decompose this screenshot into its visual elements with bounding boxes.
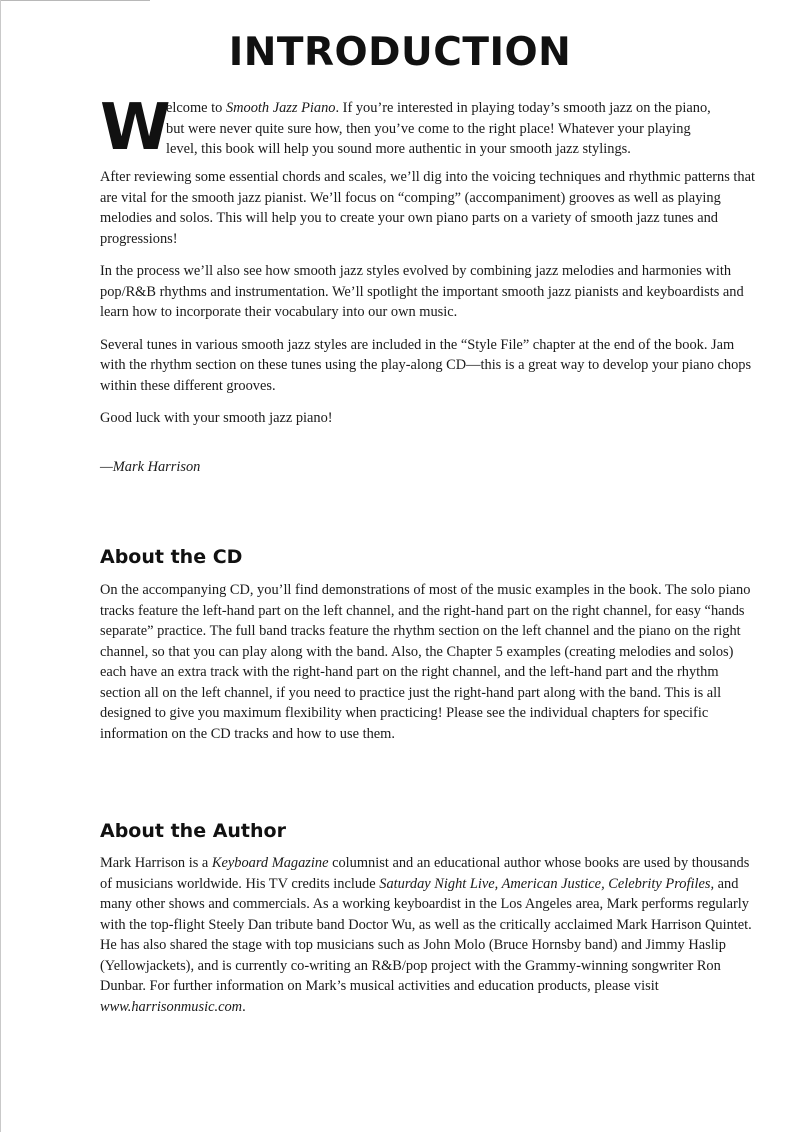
intro-paragraph: After reviewing some essential chords and scales, we’ll dig into the voicing techniques and rhythmic patterns that are vital for the smooth jazz pianist. We’ll focus on “comping” (accompaniment) grooves as well as playing melodies and solos. This will help you to create your own piano parts on a variety of smooth jazz tunes and progressions! bbox=[100, 169, 755, 247]
intro-lead-block bbox=[100, 91, 760, 165]
book-title: Smooth Jazz Piano bbox=[225, 100, 336, 116]
lead-line-3: level, this book will help you sound more authentic in your smooth jazz stylings. bbox=[166, 141, 631, 157]
scan-edge-top bbox=[0, 0, 150, 1]
author-signature: —Mark Harrison bbox=[100, 458, 201, 475]
about-cd-heading: About the CD bbox=[100, 546, 243, 568]
about-cd-section bbox=[100, 580, 760, 744]
website-link: www.harrisonmusic.com bbox=[100, 998, 243, 1015]
about-author-body: Mark Harrison is a Keyboard Magazine columnist and an educational author whose books are used by thousands of musicians worldwide. His TV credits include Saturday Night Live, American Justice, Celebrity Profiles, and many other shows and commercials. As a working keyboardist in the Los Angeles area, Mark performs regularly with the top-flight Steely Dan tribute band Doctor Wu, as well as the critically acclaimed Mark Harrison Quintet. He has also shared the stage with top musicians such as John Molo (Bruce Hornsby band) and Jimmy Haslip (Yellowjackets), and is currently co-writing an R&B/pop project with the Grammy-winning songwriter Ron Dunbar. For further information on Mark’s musical activities and education products, please visit www.harrisonmusic.com. bbox=[100, 855, 752, 1015]
about-author-heading: About the Author bbox=[100, 820, 286, 842]
intro-lead-text bbox=[166, 98, 760, 160]
scan-edge-left bbox=[0, 0, 1, 1132]
about-cd-body: On the accompanying CD, you’ll find demonstrations of most of the music examples in the book. The solo piano tracks feature the left-hand part on the left channel, and the right-hand part on the right channel, for easy “hands separate” practice. The full band tracks feature the rhythm section on the left channel and the piano on the right channel, so that you can play along with the band. Also, the Chapter 5 examples (creating melodies and solos) each have an extra track with the right-hand part on the right channel, and the left-hand part and the rhythm section all on the left channel, if you need to practice just the right-hand part along with the band. This is all designed to give you maximum flexibility when practicing! Please see the individual chapters for specific information on the CD tracks and how to use them. bbox=[100, 582, 751, 742]
tv-credits: Saturday Night Live, American Justice, Celebrity Profiles, bbox=[379, 875, 715, 892]
intro-paragraph: In the process we’ll also see how smooth jazz styles evolved by combining jazz melodies and harmonies with pop/R&B rhythms and instrumentation. We’ll spotlight the important smooth jazz pianists and keyboardists and learn how to incorporate their vocabulary into our own music. bbox=[100, 263, 744, 320]
introduction-section bbox=[100, 91, 760, 477]
about-author-section bbox=[100, 853, 760, 1017]
intro-paragraph: Good luck with your smooth jazz piano! bbox=[100, 410, 333, 426]
intro-paragraph: Several tunes in various smooth jazz styles are included in the “Style File” chapter at the end of the book. Jam with the rhythm section on these tunes using the play-along CD—this is a great way to develop your piano chops within these different grooves. bbox=[100, 336, 752, 394]
drop-cap: W bbox=[100, 91, 171, 165]
page-title: INTRODUCTION bbox=[228, 30, 572, 75]
lead-line-1: elcome to Smooth Jazz Piano. If you’re interested in playing today’s smooth jazz on the piano, bbox=[166, 100, 711, 116]
magazine-title: Keyboard Magazine bbox=[211, 855, 329, 871]
lead-line-2: but were never quite sure how, then you’ve come to the right place! Whatever your playing bbox=[166, 120, 691, 137]
